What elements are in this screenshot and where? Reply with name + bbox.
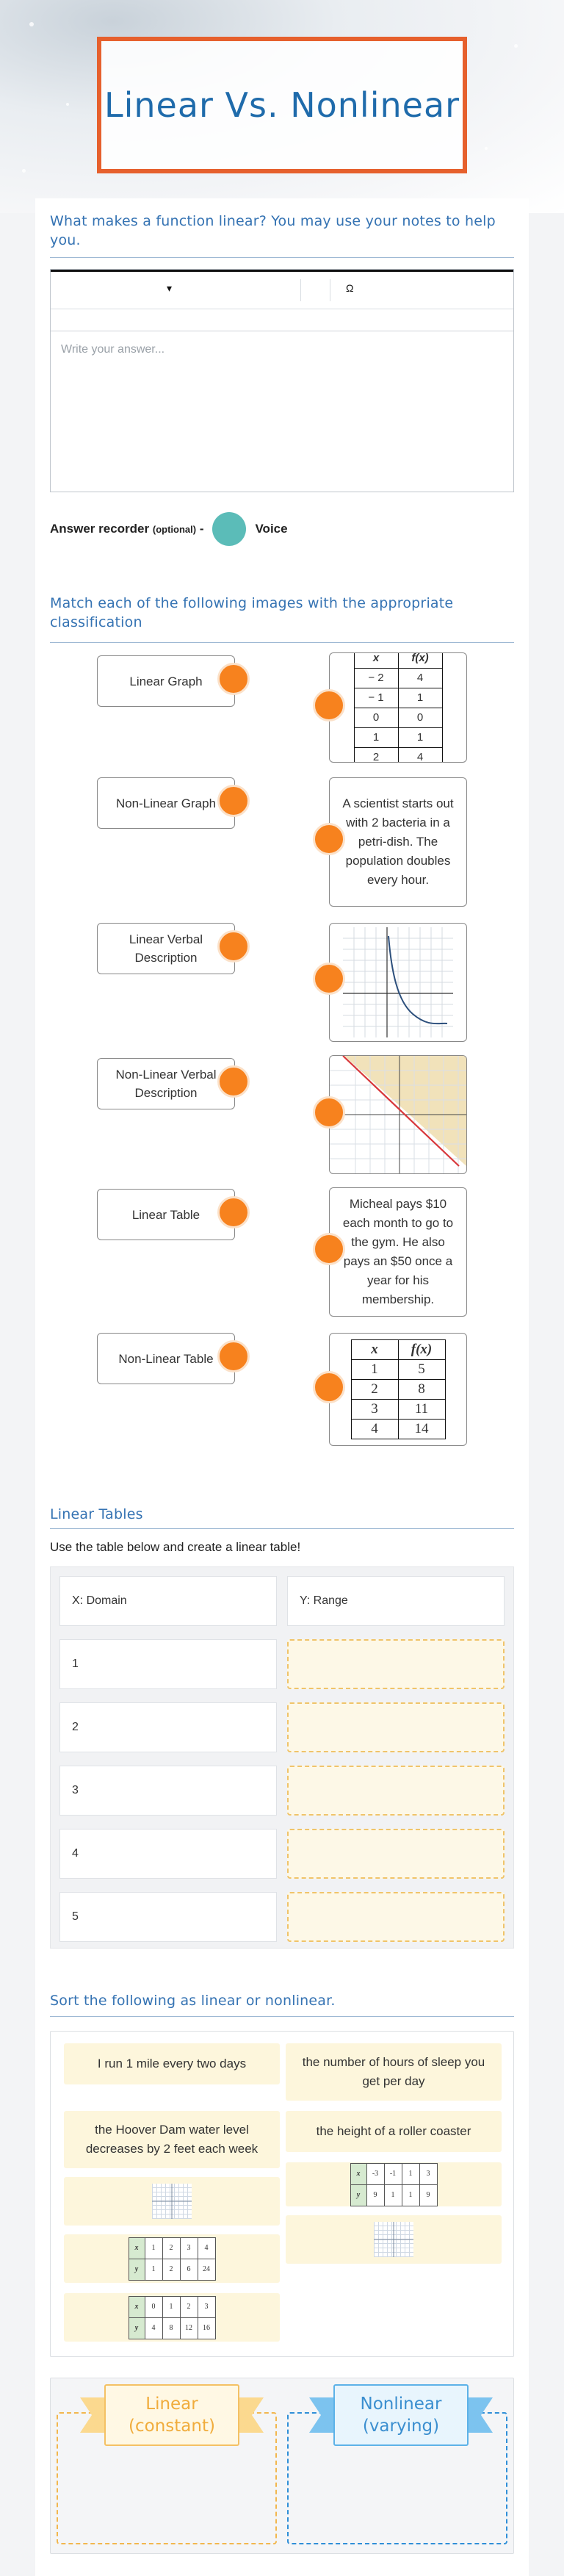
sort-bins	[50, 2378, 514, 2554]
match-target-table-linear[interactable]	[329, 1333, 467, 1446]
match-connector-dot[interactable]	[313, 1096, 345, 1129]
matching-prompt: Match each of the following images with the appropriate classification	[50, 595, 454, 630]
recorder-dash: -	[199, 522, 204, 536]
format-dropdown-icon[interactable]: ▾	[167, 282, 173, 294]
range-input[interactable]	[287, 1639, 505, 1689]
answer-input[interactable]	[51, 331, 513, 490]
match-connector-dot[interactable]	[217, 785, 250, 817]
match-connector-dot[interactable]	[313, 823, 345, 855]
sort-item-graph[interactable]	[64, 2177, 280, 2226]
special-character-button[interactable]: Ω	[346, 282, 354, 294]
match-connector-dot[interactable]	[217, 1065, 250, 1098]
voice-label: Voice	[255, 522, 288, 536]
mini-table-b: x 1 2 3 4 y 1 2 6 24	[129, 2237, 216, 2281]
sort-item-table[interactable]	[64, 2234, 280, 2283]
nonlinear-banner	[309, 2384, 493, 2446]
mini-graph-icon	[374, 2222, 413, 2257]
sort-item-graph[interactable]	[286, 2215, 502, 2264]
answer-recorder	[50, 510, 288, 548]
match-item-nonlinear-graph[interactable]: Non-Linear Graph	[97, 777, 235, 829]
sort-item[interactable]: the number of hours of sleep you get per day	[286, 2043, 502, 2101]
match-connector-dot[interactable]	[313, 1233, 345, 1265]
divider	[50, 257, 514, 258]
linear-tables-title: Linear Tables	[50, 1506, 143, 1522]
match-connector-dot[interactable]	[217, 1340, 250, 1372]
match-connector-dot[interactable]	[217, 930, 250, 963]
domain-cell: 1	[59, 1639, 277, 1689]
divider	[50, 1528, 514, 1529]
voice-record-button[interactable]	[212, 512, 246, 546]
match-target-table-quadratic[interactable]	[329, 652, 467, 763]
match-connector-dot[interactable]	[217, 663, 250, 695]
range-input[interactable]	[287, 1702, 505, 1752]
match-connector-dot[interactable]	[313, 1371, 345, 1403]
linear-banner	[80, 2384, 264, 2446]
match-connector-dot[interactable]	[313, 689, 345, 722]
sort-title: Sort the following as linear or nonlinear.	[50, 1993, 336, 2009]
match-item-linear-graph[interactable]: Linear Graph	[97, 655, 235, 707]
match-item-nonlinear-table[interactable]: Non-Linear Table	[97, 1333, 235, 1384]
recorder-optional: (optional)	[152, 524, 197, 535]
sort-item-table[interactable]	[286, 2162, 502, 2206]
mini-graph-icon	[152, 2184, 192, 2219]
column-header-domain: X: Domain	[59, 1576, 277, 1626]
divider	[50, 2016, 514, 2017]
match-target-exponential-graph[interactable]	[329, 923, 467, 1042]
sort-item[interactable]: the Hoover Dam water level decreases by 2 feet each week	[64, 2111, 280, 2168]
domain-cell: 4	[59, 1829, 277, 1879]
sort-item[interactable]: I run 1 mile every two days	[64, 2043, 280, 2084]
title-box	[97, 37, 467, 173]
divider	[50, 642, 514, 643]
recorder-label: Answer recorder	[50, 522, 150, 536]
match-target-bacteria-text[interactable]: A scientist starts out with 2 bacteria in a petri-dish. The population doubles every hour.	[329, 777, 467, 907]
exponential-graph-icon	[343, 927, 453, 1037]
match-connector-dot[interactable]	[217, 1196, 250, 1228]
match-table-2: x f(x) 1 5 2 8 3 11 4 14	[351, 1339, 446, 1439]
page-title: Linear Vs. Nonlinear	[104, 85, 460, 125]
answer-editor	[50, 269, 514, 492]
match-table-1: x f(x) − 2 4 − 1 1 0 0 1 1 2 4	[354, 652, 443, 763]
domain-cell: 2	[59, 1702, 277, 1752]
mini-table-c: x 0 1 2 3 y 4 8 12 16	[129, 2296, 216, 2339]
match-item-linear-table[interactable]: Linear Table	[97, 1189, 235, 1240]
range-input[interactable]	[287, 1766, 505, 1816]
worksheet-card	[35, 198, 529, 2576]
mini-table-a: x -3 -1 1 3 y 9 1 1 9	[350, 2163, 438, 2206]
match-item-linear-verbal[interactable]: Linear Verbal Description	[97, 923, 235, 974]
match-target-linear-graph[interactable]	[329, 1055, 467, 1174]
sort-item-table[interactable]	[64, 2293, 280, 2342]
linear-table-grid	[50, 1566, 514, 1949]
range-input[interactable]	[287, 1829, 505, 1879]
match-target-gym-text[interactable]: Micheal pays $10 each month to go to the gym. He also pays an $50 once a year for his membership.	[329, 1187, 467, 1317]
bin-nonlinear-label: Nonlinear (varying)	[333, 2384, 469, 2446]
header-banner	[0, 0, 564, 213]
range-input[interactable]	[287, 1892, 505, 1942]
match-connector-dot[interactable]	[313, 963, 345, 995]
linear-inequality-graph-icon	[330, 1056, 466, 1173]
linear-tables-instruction: Use the table below and create a linear table!	[50, 1540, 301, 1554]
sort-items-pool	[50, 2031, 514, 2357]
question-prompt: What makes a function linear? You may use your notes to help you.	[50, 213, 496, 248]
editor-toolbar	[51, 270, 513, 331]
match-item-nonlinear-verbal[interactable]: Non-Linear Verbal Description	[97, 1058, 235, 1109]
sort-item[interactable]: the height of a roller coaster	[286, 2111, 502, 2152]
column-header-range: Y: Range	[287, 1576, 505, 1626]
domain-cell: 5	[59, 1892, 277, 1942]
domain-cell: 3	[59, 1766, 277, 1816]
bin-linear-label: Linear (constant)	[104, 2384, 239, 2446]
